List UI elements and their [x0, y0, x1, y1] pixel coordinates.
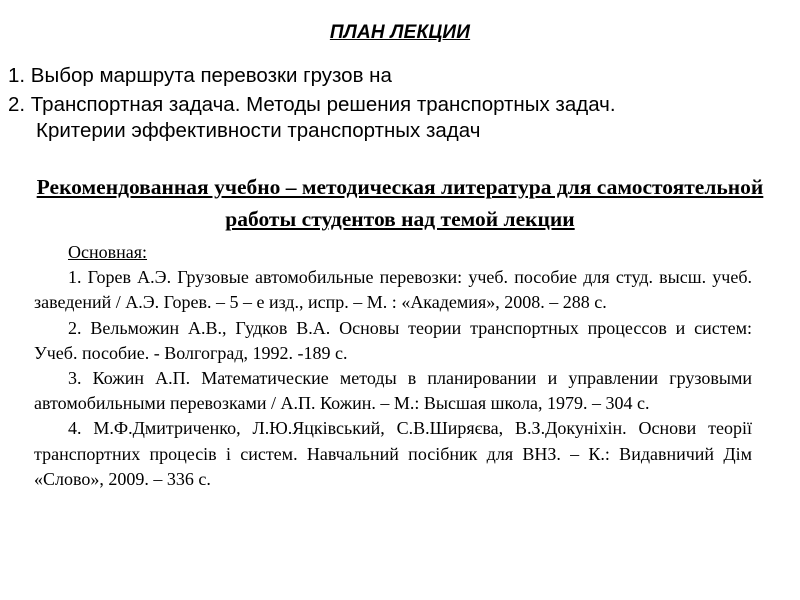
reference-item-4: 4. М.Ф.Дмитриченко, Л.Ю.Яцківський, С.В.Ширяєва, В.З.Докуніхін. Основи теорії транспортних процесів і систем. Навчальний посібник для ВНЗ. – К.: Видавничий Дім «Слово», 2009. – 336 с. [34, 418, 752, 489]
reference-item-3: 3. Кожин А.П. Математические методы в планировании и управлении грузовыми автомобильными перевозками / А.П. Кожин. – М.: Высшая школа, 1979. – 304 с. [34, 368, 752, 414]
plan-item-2 [8, 90, 788, 145]
reference-item-2: 2. Вельможин А.В., Гудков В.А. Основы теории транспортных процессов и систем: Учеб. пособие. - Волгоград, 1992. -189 с. [34, 317, 752, 363]
plan-item-1-text: 1. Выбор маршрута перевозки грузов на [8, 64, 392, 87]
plan-title: ПЛАН ЛЕКЦИИ [329, 22, 471, 43]
literature-title: Рекомендованная учебно – методическая литература для самостоятельной работы студентов над темой лекции [36, 175, 764, 231]
plan-item-1 [8, 61, 788, 90]
reference-heading: Основная: [68, 242, 148, 262]
plan-item-2-text: 2. Транспортная задача. Методы решения транспортных задач. [8, 93, 616, 116]
plan-list [8, 61, 788, 145]
plan-item-2-continuation: Критерии эффективности транспортных задач [36, 119, 481, 142]
reference-list [34, 240, 752, 492]
reference-item-1: 1. Горев А.Э. Грузовые автомобильные перевозки: учеб. пособие для студ. высш. учеб. заведений / А.Э. Горев. – 5 – е изд., испр. – М. : «Академия», 2008. – 288 с. [34, 267, 752, 313]
